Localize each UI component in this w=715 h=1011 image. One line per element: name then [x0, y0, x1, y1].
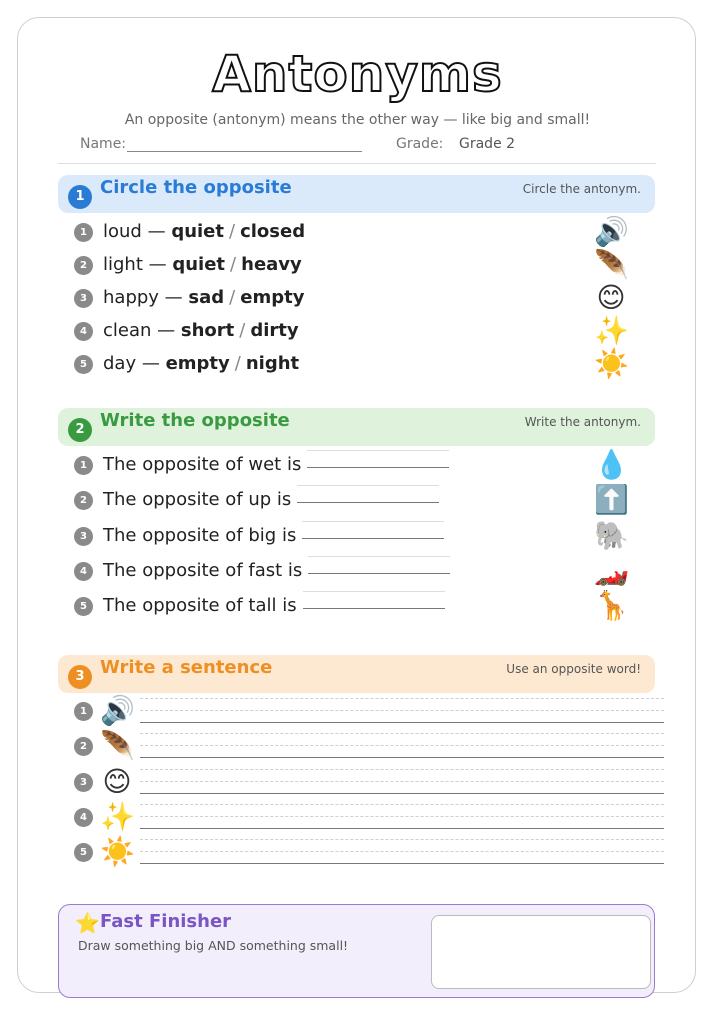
section-heading: Write the opposite [100, 410, 290, 431]
guide-line [140, 698, 664, 699]
option-separator: / [229, 287, 236, 308]
section-instruction: Write the antonym. [524, 415, 641, 429]
section-number: 3 [68, 665, 92, 689]
item-number: 5 [74, 355, 93, 374]
item-text [103, 452, 449, 478]
sentence-row [74, 835, 594, 869]
option-1[interactable]: quiet [172, 254, 226, 275]
sentence-row [74, 765, 594, 799]
prompt-text: The opposite of big is [103, 525, 297, 546]
item-text [103, 593, 445, 619]
section-instruction: Circle the antonym. [522, 182, 641, 196]
answer-blank[interactable] [308, 556, 450, 574]
item-word: clean [103, 320, 152, 341]
sentence-row [74, 729, 594, 763]
sentence-row [74, 694, 594, 728]
fast-finisher-title: Fast Finisher [100, 911, 232, 932]
speaker-icon: 🔊 [100, 694, 135, 727]
guide-line [140, 851, 664, 852]
sun-icon: ☀️ [594, 347, 629, 380]
item-text [103, 523, 444, 549]
guide-line [140, 769, 664, 770]
grade-value: Grade 2 [459, 136, 516, 152]
item-word: light [103, 254, 143, 275]
item-number: 2 [74, 491, 93, 510]
prompt-text: The opposite of tall is [103, 595, 297, 616]
grade-label: Grade: [396, 136, 444, 152]
item-text: light — quiet / heavy [103, 254, 302, 275]
section-1-header [58, 175, 655, 213]
fast-finisher-box [58, 904, 655, 998]
section-3-header [58, 655, 655, 693]
item-number: 3 [74, 289, 93, 308]
item-number: 3 [74, 527, 93, 546]
writing-line[interactable] [140, 793, 664, 794]
star-icon: ⭐ [75, 911, 100, 935]
answer-blank[interactable] [297, 485, 439, 503]
giraffe-icon: 🦒 [594, 589, 629, 622]
worksheet-subtitle: An opposite (antonym) means the other way — like big and small! [124, 112, 591, 128]
header-divider [58, 163, 656, 164]
writing-line[interactable] [140, 863, 664, 864]
option-1[interactable]: short [180, 320, 235, 341]
item-word: happy [103, 287, 159, 308]
item-text [103, 558, 450, 584]
answer-blank[interactable] [303, 591, 445, 609]
answer-blank[interactable] [307, 450, 449, 468]
prompt-text: The opposite of fast is [103, 560, 303, 581]
writing-line[interactable] [140, 757, 664, 758]
guide-line [140, 745, 664, 746]
elephant-icon: 🐘 [594, 519, 629, 552]
guide-line [140, 839, 664, 840]
up-arrow-icon: ⬆️ [594, 483, 629, 516]
guide-line [140, 710, 664, 711]
option-2[interactable]: night [245, 353, 300, 374]
option-2[interactable]: heavy [241, 254, 302, 275]
option-1[interactable]: empty [165, 353, 230, 374]
item-text: clean — short / dirty [103, 320, 299, 341]
name-label: Name: [80, 136, 127, 152]
section-number: 1 [68, 185, 92, 209]
guide-line [140, 733, 664, 734]
guide-line [140, 804, 664, 805]
section-heading: Write a sentence [100, 657, 273, 678]
item-text [103, 487, 439, 513]
section-number: 2 [68, 418, 92, 442]
writing-line[interactable] [140, 828, 664, 829]
item-number: 4 [74, 562, 93, 581]
item-number: 5 [74, 597, 93, 616]
item-number: 4 [74, 322, 93, 341]
section-instruction: Use an opposite word! [506, 662, 641, 676]
sun-icon: ☀️ [100, 835, 135, 868]
speaker-icon: 🔊 [594, 215, 629, 248]
item-text: day — empty / night [103, 353, 300, 374]
item-number: 5 [74, 843, 93, 862]
fast-finisher-instruction: Draw something big AND something small! [78, 938, 349, 953]
section-2-header [58, 408, 655, 446]
sparkles-icon: ✨ [100, 800, 135, 833]
item-number: 2 [74, 737, 93, 756]
name-field[interactable] [127, 151, 362, 152]
item-word: day [103, 353, 137, 374]
feather-icon: 🪶 [100, 729, 135, 762]
prompt-text: The opposite of up is [103, 489, 292, 510]
item-number: 1 [74, 223, 93, 242]
option-separator: / [239, 320, 246, 341]
item-text: loud — quiet / closed [103, 221, 306, 242]
item-number: 4 [74, 808, 93, 827]
option-2[interactable]: closed [240, 221, 306, 242]
answer-blank[interactable] [302, 521, 444, 539]
option-2[interactable]: empty [240, 287, 305, 308]
worksheet-title: Antonyms [212, 45, 503, 103]
item-number: 1 [74, 702, 93, 721]
item-word: loud [103, 221, 142, 242]
option-1[interactable]: quiet [171, 221, 224, 242]
guide-line [140, 816, 664, 817]
option-2[interactable]: dirty [250, 320, 299, 341]
item-number: 3 [74, 773, 93, 792]
option-1[interactable]: sad [188, 287, 225, 308]
sparkles-icon: ✨ [594, 314, 629, 347]
sentence-row [74, 800, 594, 834]
item-number: 2 [74, 256, 93, 275]
option-separator: / [230, 254, 237, 275]
feather-icon: 🪶 [594, 248, 629, 281]
smiley-icon: 😊 [102, 765, 132, 798]
prompt-text: The opposite of wet is [103, 454, 302, 475]
guide-line [140, 781, 664, 782]
item-number: 1 [74, 456, 93, 475]
writing-line[interactable] [140, 722, 664, 723]
option-separator: / [234, 353, 241, 374]
option-separator: / [229, 221, 236, 242]
section-heading: Circle the opposite [100, 177, 292, 198]
droplet-icon: 💧 [594, 448, 629, 481]
drawing-box[interactable] [431, 915, 651, 989]
smiley-icon: 😊 [596, 281, 626, 314]
item-text: happy — sad / empty [103, 287, 305, 308]
race-car-icon: 🏎️ [594, 554, 629, 587]
